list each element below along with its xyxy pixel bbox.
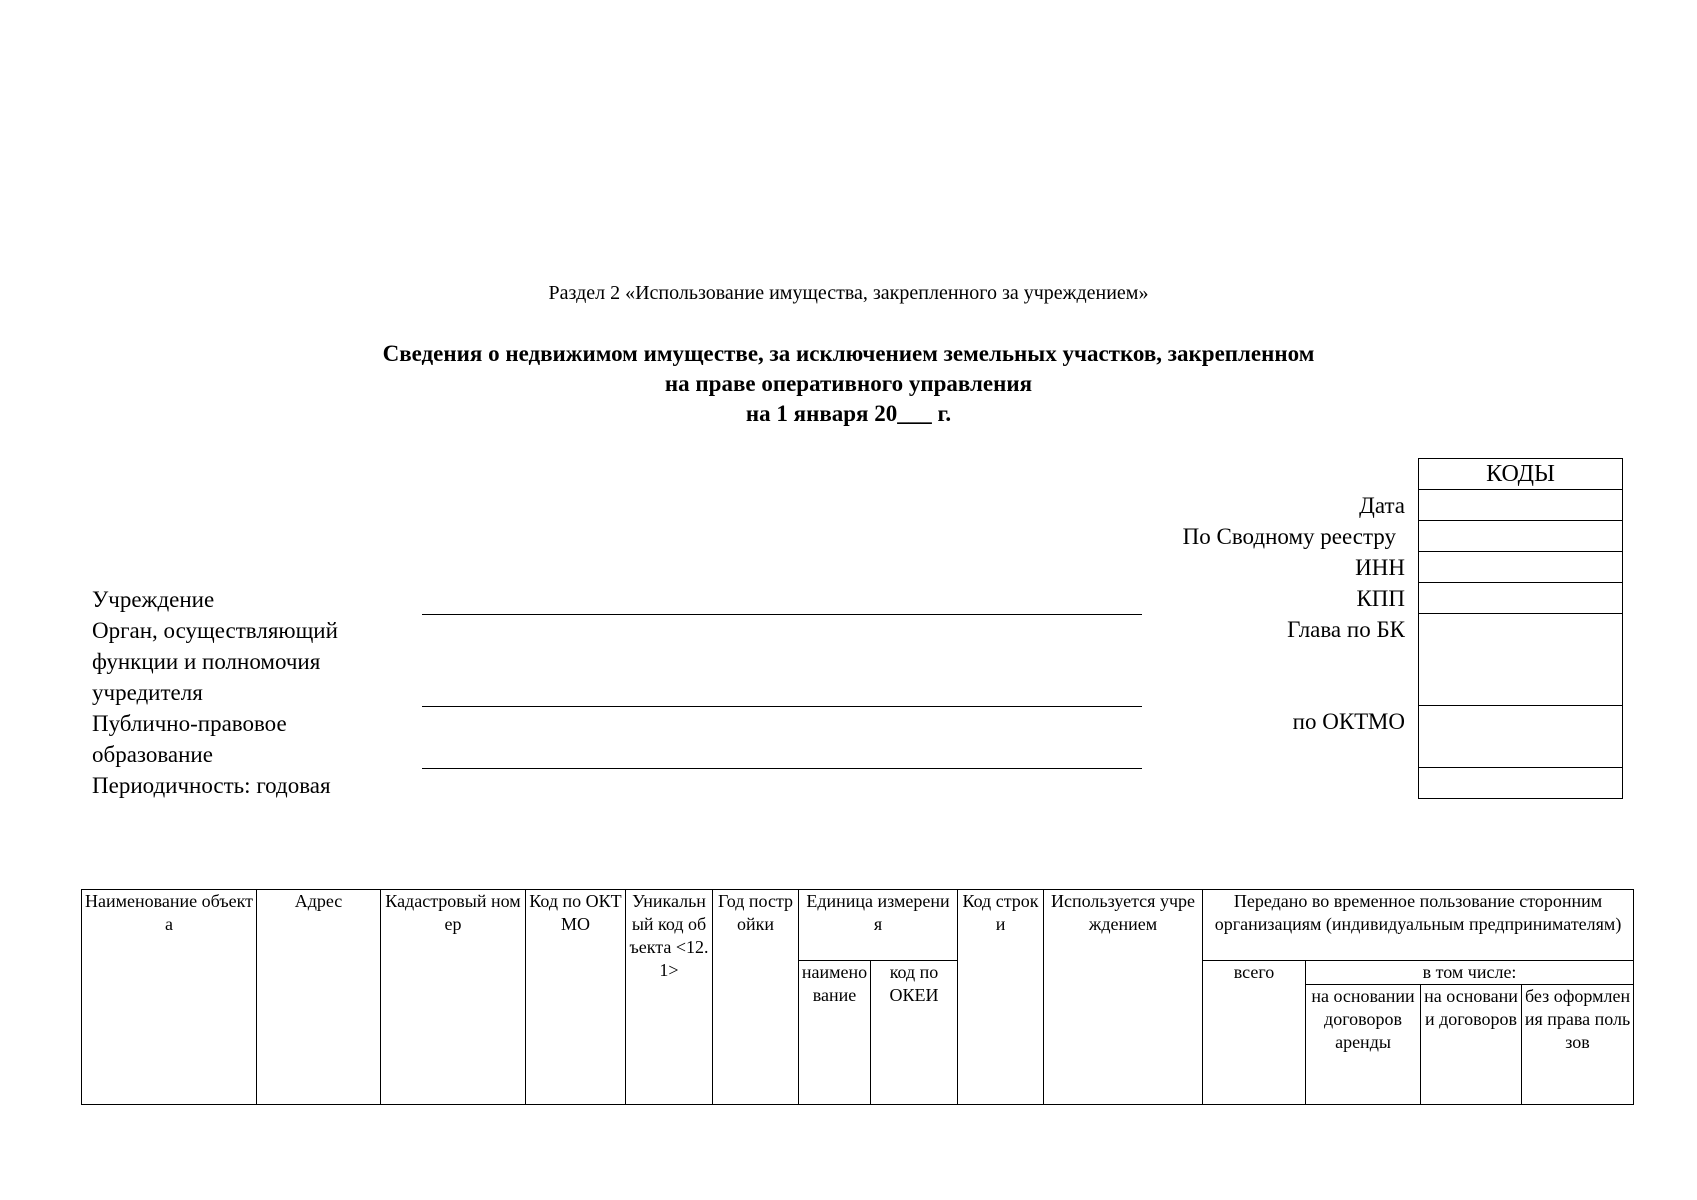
label-public-entity-2: образование (92, 742, 213, 767)
code-registry-cell[interactable] (1419, 521, 1623, 552)
header-name: Наименование объекта (82, 890, 257, 1105)
document-title (0, 339, 1697, 429)
title-line-3: на 1 января 20___ г. (745, 401, 952, 426)
title-line-1: Сведения о недвижимом имуществе, за исключением земельных участков, закрепленном (382, 341, 1315, 366)
label-founder-3: учредителя (92, 680, 203, 705)
label-inn: ИНН (1355, 555, 1405, 580)
header-including: в том числе: (1306, 961, 1634, 985)
header-unit-name: наименование (799, 961, 871, 1105)
header-address: Адрес (257, 890, 381, 1105)
label-public-entity-1: Публично-правовое (92, 711, 287, 736)
codes-header: КОДЫ (1419, 459, 1623, 490)
header-unique-code: Уникальный код объекта <12.1> (626, 890, 713, 1105)
code-inn-cell[interactable] (1419, 552, 1623, 583)
header-unit-okei: код по ОКЕИ (871, 961, 958, 1105)
code-kpp-cell[interactable] (1419, 583, 1623, 614)
label-founder-1: Орган, осуществляющий (92, 618, 338, 643)
label-oktmo: по ОКТМО (1292, 709, 1405, 734)
header-oktmo: Код по ОКТМО (526, 890, 626, 1105)
header-total: всего (1203, 961, 1306, 1105)
label-bk: Глава по БК (1287, 617, 1405, 642)
label-founder-2: функции и полномочия (92, 649, 321, 674)
section-title: Раздел 2 «Использование имущества, закрепленного за учреждением» (548, 282, 1149, 304)
property-table (81, 889, 1634, 1105)
header-cadastral: Кадастровый номер (381, 890, 526, 1105)
header-contracts: на основании договоров (1421, 985, 1522, 1105)
title-line-2: на праве оперативного управления (664, 371, 1033, 396)
code-bk-cell[interactable] (1419, 614, 1623, 706)
header-used: Используется учреждением (1044, 890, 1203, 1105)
label-registry: По Сводному реестру (1182, 524, 1396, 549)
header-lease: на основании договоров аренды (1306, 985, 1421, 1105)
code-date-cell[interactable] (1419, 490, 1623, 521)
code-oktmo-cell[interactable] (1419, 706, 1623, 768)
header-unit: Единица измерения (799, 890, 958, 961)
label-institution: Учреждение (92, 587, 215, 612)
public-entity-field[interactable] (422, 768, 1142, 769)
label-kpp: КПП (1356, 586, 1405, 611)
label-date: Дата (1359, 493, 1405, 518)
header-row-code: Код строки (958, 890, 1044, 1105)
label-periodicity: Периодичность: годовая (92, 773, 331, 798)
code-periodicity-cell[interactable] (1419, 768, 1623, 799)
header-year: Год постройки (713, 890, 799, 1105)
header-transferred: Передано во временное пользование сторонним организациям (индивидуальным предпринимателям) (1203, 890, 1634, 961)
header-no-docs: без оформления права пользов (1522, 985, 1634, 1105)
codes-table (1418, 458, 1623, 799)
